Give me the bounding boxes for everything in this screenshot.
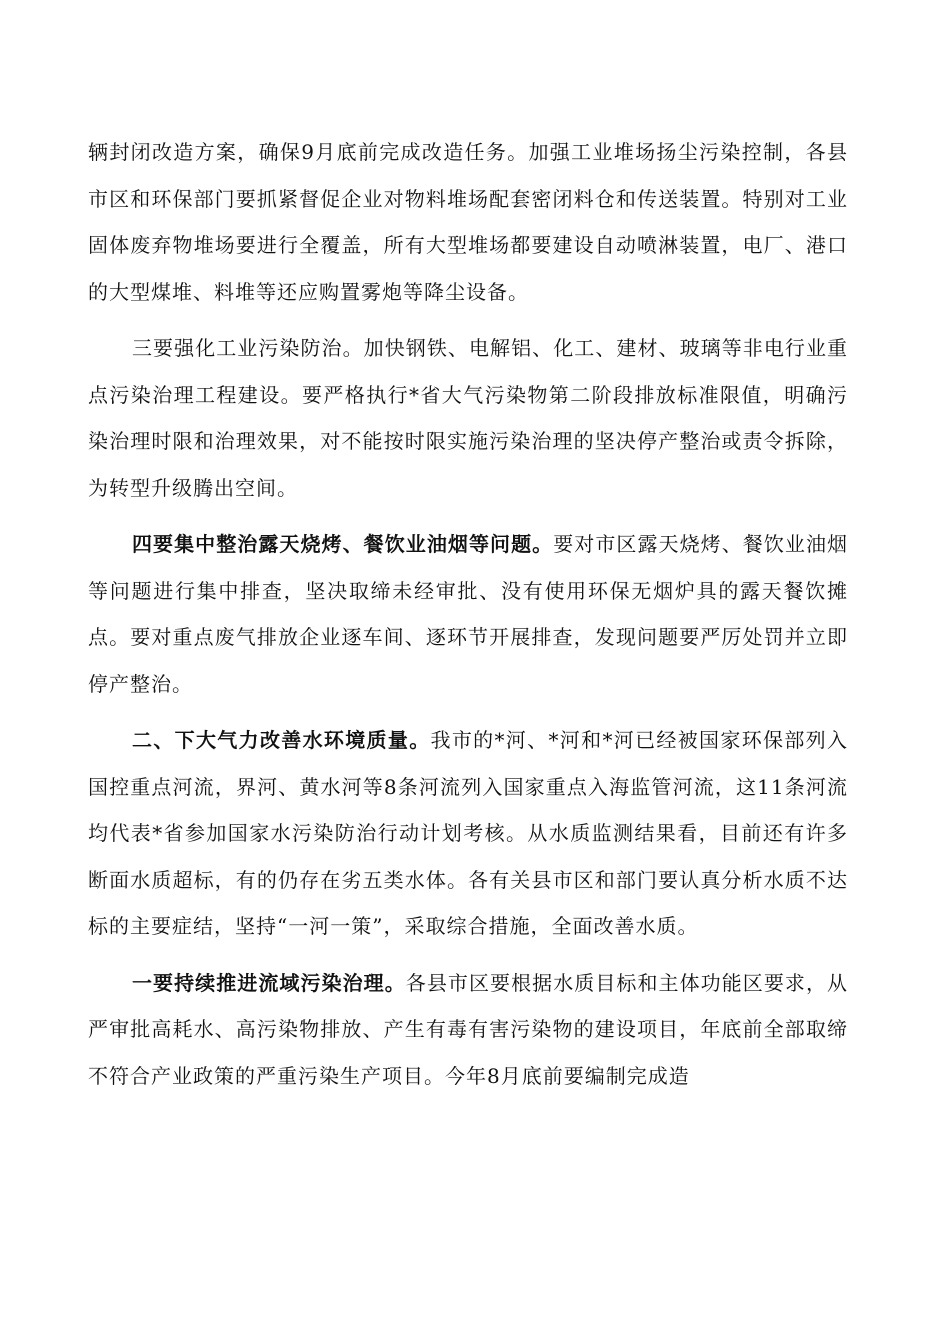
paragraph-3-text: 要对市区露天烧烤、餐饮业油烟等问题进行集中排查，坚决取缔未经审批、没有使用环保无烟炉具的露天餐饮摊点。要对重点废气排放企业逐车间、逐环节开展排查，发现问题要严厉处罚并立即停产整治。 [88,532,849,696]
paragraph-1 [88,129,848,315]
paragraph-5-text: 各县市区要根据水质目标和主体功能区要求，从严审批高耗水、高污染物排放、产生有毒有害污染物的建设项目，年底前全部取缔不符合产业政策的严重污染生产项目。今年8月底前要编制完成造 [88,970,849,1088]
paragraph-2-text: 三要强化工业污染防治。加快钢铁、电解铝、化工、建材、玻璃等非电行业重点污染治理工程建设。要严格执行*省大气污染物第二阶段排放标准限值，明确污染治理时限和治理效果，对不能按时限实施污染治理的坚决停产整治或责令拆除，为转型升级腾出空间。 [88,336,848,500]
paragraph-5-lead: 一要持续推进流域污染治理。 [132,970,406,995]
paragraph-4-lead: 二、下大气力改善水环境质量。 [132,728,431,752]
paragraph-3 [88,521,848,707]
paragraph-4 [88,717,848,950]
paragraph-3-lead: 四要集中整治露天烧烤、餐饮业油烟等问题。 [132,532,554,556]
paragraph-2 [88,325,848,511]
paragraph-1-text: 辆封闭改造方案，确保9月底前完成改造任务。加强工业堆场扬尘污染控制，各县市区和环保部门要抓紧督促企业对物料堆场配套密闭料仓和传送装置。特别对工业固体废弃物堆场要进行全覆盖，所有大型堆场都要建设自动喷淋装置，电厂、港口的大型煤堆、料堆等还应购置雾炮等降尘设备。 [88,140,848,304]
paragraph-5 [88,960,848,1100]
paragraph-4-text: 我市的*河、*河和*河已经被国家环保部列入国控重点河流，界河、黄水河等8条河流列入国家重点入海监管河流，这11条河流均代表*省参加国家水污染防治行动计划考核。从水质监测结果看，目前还有许多断面水质超标，有的仍存在劣五类水体。各有关县市区和部门要认真分析水质不达标的主要症结，坚持“一河一策”，采取综合措施，全面改善水质。 [88,728,849,938]
document-body [88,129,848,1109]
